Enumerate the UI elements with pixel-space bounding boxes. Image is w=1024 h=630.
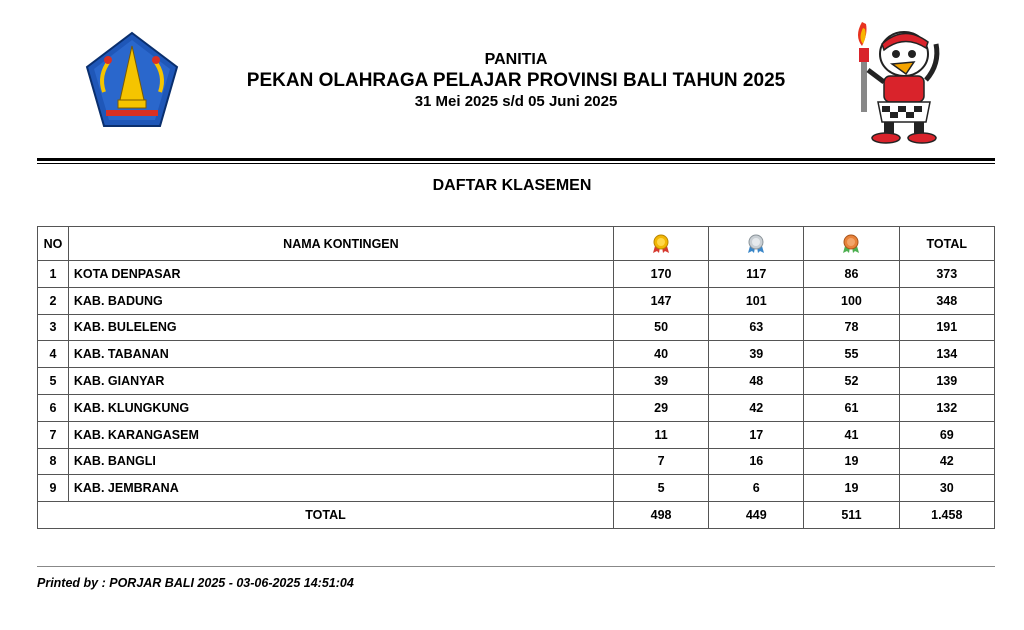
table-row xyxy=(38,287,995,314)
totals-bronze: 511 xyxy=(804,502,899,529)
row-total: 30 xyxy=(899,475,994,502)
row-silver: 117 xyxy=(709,261,804,288)
row-silver: 63 xyxy=(709,314,804,341)
table-row xyxy=(38,475,995,502)
col-header-gold xyxy=(613,227,708,261)
table-row xyxy=(38,421,995,448)
row-gold: 40 xyxy=(613,341,708,368)
row-total: 132 xyxy=(899,394,994,421)
col-header-total: TOTAL xyxy=(899,227,994,261)
row-gold: 5 xyxy=(613,475,708,502)
row-silver: 17 xyxy=(709,421,804,448)
table-row xyxy=(38,341,995,368)
header-titles xyxy=(200,50,832,112)
report-header xyxy=(0,0,1024,160)
row-no: 1 xyxy=(38,261,69,288)
row-total: 348 xyxy=(899,287,994,314)
gold-medal-icon xyxy=(652,234,670,254)
row-silver: 6 xyxy=(709,475,804,502)
table-row xyxy=(38,394,995,421)
row-bronze: 61 xyxy=(804,394,899,421)
row-contingent: KAB. KLUNGKUNG xyxy=(68,394,613,421)
row-no: 9 xyxy=(38,475,69,502)
table-header-row xyxy=(38,227,995,261)
row-contingent: KAB. KARANGASEM xyxy=(68,421,613,448)
row-contingent: KAB. JEMBRANA xyxy=(68,475,613,502)
row-total: 139 xyxy=(899,368,994,395)
row-bronze: 19 xyxy=(804,475,899,502)
row-silver: 42 xyxy=(709,394,804,421)
col-header-silver xyxy=(709,227,804,261)
footer-divider xyxy=(37,566,995,567)
standings-title: DAFTAR KLASEMEN xyxy=(432,177,592,194)
row-no: 8 xyxy=(38,448,69,475)
printed-by-note: Printed by : PORJAR BALI 2025 - 03-06-2025 14:51:04 xyxy=(37,576,354,590)
row-contingent: KAB. BULELENG xyxy=(68,314,613,341)
totals-label: TOTAL xyxy=(38,502,614,529)
totals-row xyxy=(38,502,995,529)
row-gold: 39 xyxy=(613,368,708,395)
row-gold: 29 xyxy=(613,394,708,421)
row-total: 191 xyxy=(899,314,994,341)
totals-grand: 1.458 xyxy=(899,502,994,529)
table-row xyxy=(38,368,995,395)
table-row xyxy=(38,448,995,475)
header-divider-thick xyxy=(37,158,995,161)
col-header-no: NO xyxy=(38,227,69,261)
row-silver: 39 xyxy=(709,341,804,368)
table-row xyxy=(38,261,995,288)
row-total: 373 xyxy=(899,261,994,288)
row-total: 69 xyxy=(899,421,994,448)
row-contingent: KAB. BANGLI xyxy=(68,448,613,475)
row-no: 7 xyxy=(38,421,69,448)
row-contingent: KAB. GIANYAR xyxy=(68,368,613,395)
row-gold: 170 xyxy=(613,261,708,288)
row-bronze: 52 xyxy=(804,368,899,395)
row-gold: 147 xyxy=(613,287,708,314)
row-gold: 7 xyxy=(613,448,708,475)
committee-label: PANITIA xyxy=(484,51,548,68)
event-dates: 31 Mei 2025 s/d 05 Juni 2025 xyxy=(414,93,618,110)
bronze-medal-icon xyxy=(842,234,860,254)
event-mascot-torch-icon xyxy=(848,14,948,146)
row-bronze: 78 xyxy=(804,314,899,341)
row-total: 134 xyxy=(899,341,994,368)
totals-silver: 449 xyxy=(709,502,804,529)
table-row xyxy=(38,314,995,341)
row-no: 3 xyxy=(38,314,69,341)
row-no: 5 xyxy=(38,368,69,395)
row-bronze: 100 xyxy=(804,287,899,314)
row-contingent: KAB. TABANAN xyxy=(68,341,613,368)
totals-gold: 498 xyxy=(613,502,708,529)
row-bronze: 19 xyxy=(804,448,899,475)
row-bronze: 55 xyxy=(804,341,899,368)
row-silver: 48 xyxy=(709,368,804,395)
row-silver: 101 xyxy=(709,287,804,314)
event-title: PEKAN OLAHRAGA PELAJAR PROVINSI BALI TAHUN 2025 xyxy=(246,70,786,91)
row-contingent: KOTA DENPASAR xyxy=(68,261,613,288)
bali-province-emblem-icon xyxy=(84,30,180,130)
standings-table xyxy=(37,226,995,529)
row-gold: 50 xyxy=(613,314,708,341)
col-header-name: NAMA KONTINGEN xyxy=(68,227,613,261)
row-bronze: 86 xyxy=(804,261,899,288)
header-divider-thin xyxy=(37,163,995,164)
row-no: 6 xyxy=(38,394,69,421)
silver-medal-icon xyxy=(747,234,765,254)
row-no: 2 xyxy=(38,287,69,314)
row-contingent: KAB. BADUNG xyxy=(68,287,613,314)
row-silver: 16 xyxy=(709,448,804,475)
row-gold: 11 xyxy=(613,421,708,448)
col-header-bronze xyxy=(804,227,899,261)
row-total: 42 xyxy=(899,448,994,475)
row-no: 4 xyxy=(38,341,69,368)
row-bronze: 41 xyxy=(804,421,899,448)
